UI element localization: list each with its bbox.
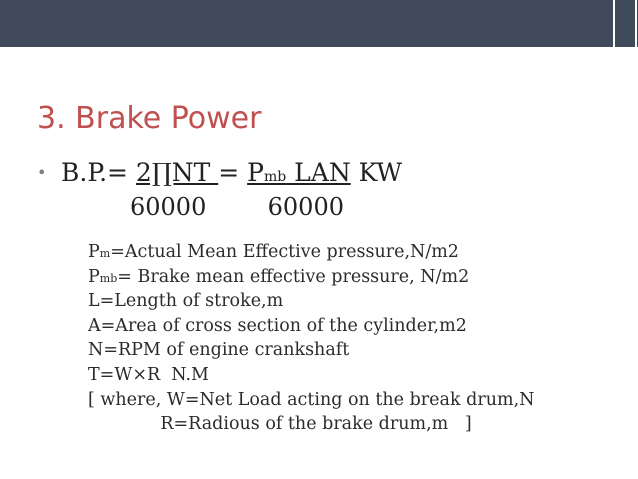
definition-pre: T=W×R N.M: [88, 364, 209, 385]
definition-post: = Brake mean effective pressure, N/m2: [117, 266, 470, 287]
header-bar: [0, 0, 610, 47]
definition-pre: P: [88, 266, 100, 287]
definition-pre: P: [88, 242, 100, 262]
definition-line: [88, 315, 534, 340]
definition-pre: N=RPM of engine crankshaft: [88, 340, 350, 361]
formula-denominator-1: 60000: [130, 193, 207, 221]
definition-small: mb: [99, 271, 118, 285]
formula-unit: KW: [350, 158, 403, 187]
definition-post: =Actual Mean Effective pressure,N/m2: [110, 242, 459, 262]
definition-pre: L=Length of stroke,m: [88, 291, 284, 312]
accent-stripe: [635, 0, 637, 47]
definition-line: [88, 389, 534, 414]
formula-denominators: [130, 193, 344, 221]
definition-line: [88, 290, 534, 315]
definition-pre: [ where, W=Net Load acting on the break drum,N: [88, 389, 535, 410]
formula-numerator-2: [247, 158, 351, 187]
definition-line: [88, 339, 534, 364]
definitions-list: [88, 241, 534, 438]
formula-denominator-2: 60000: [267, 193, 344, 221]
definition-small: m: [99, 247, 111, 260]
definition-line: [88, 413, 534, 438]
header-accent: [610, 0, 638, 47]
numerator-2-subscript: mb: [263, 169, 287, 185]
definition-pre: R=Radious of the brake drum,m ]: [88, 414, 472, 435]
definition-line: [88, 241, 534, 266]
formula-numerator-1: 2∏NT: [135, 158, 219, 187]
definition-line: [88, 266, 534, 291]
formula-lhs: B.P.=: [61, 158, 136, 187]
formula-equals: =: [218, 158, 248, 187]
definition-line: [88, 364, 534, 389]
formula-line: [37, 158, 402, 187]
numerator-2-rest: LAN: [286, 158, 351, 187]
bullet-icon: •: [37, 163, 47, 182]
slide-title: 3. Brake Power: [37, 101, 262, 136]
definition-pre: A=Area of cross section of the cylinder,m2: [88, 315, 467, 336]
accent-stripe: [613, 0, 615, 47]
numerator-2-p: P: [247, 158, 264, 187]
